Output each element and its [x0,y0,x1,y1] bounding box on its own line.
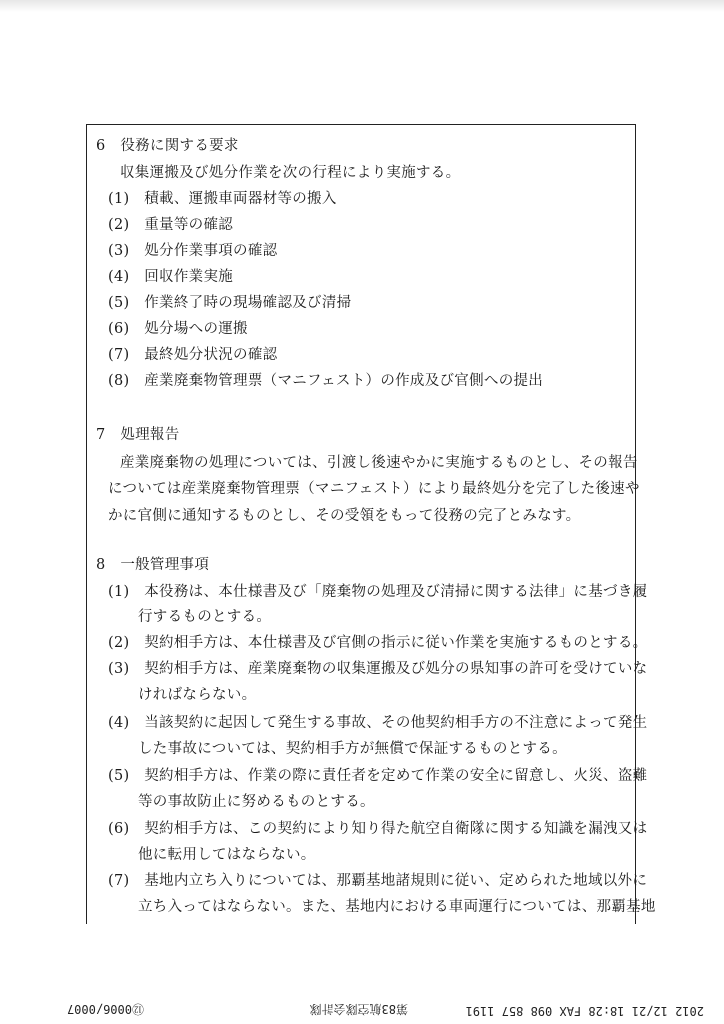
section-6-item: (8) 産業廃棄物管理票（マニフェスト）の作成及び官側への提出 [108,373,544,389]
section-8-item: (5) 契約相手方は、作業の際に責任者を定めて作業の安全に留意し、火災、盗難 [108,768,648,784]
section-8-item-continuation: 立ち入ってはならない。また、基地内における車両運行については、那覇基地 [138,899,656,915]
section-6-item: (3) 処分作業事項の確認 [108,243,278,259]
section-8-heading: 8 一般管理事項 [96,557,210,573]
section-6-item: (5) 作業終了時の現場確認及び清掃 [108,295,352,311]
section-7-paragraph-line: かに官側に通知するものとし、その受領をもって役務の完了とみなす。 [108,508,581,524]
section-8-item-continuation: 等の事故防止に努めるものとする。 [138,794,375,810]
section-6-item: (6) 処分場への運搬 [108,321,248,337]
section-6-item: (7) 最終処分状況の確認 [108,347,278,363]
section-8-item-continuation: 行するものとする。 [138,609,272,625]
section-8-item: (2) 契約相手方は、本仕様書及び官側の指示に従い作業を実施するものとする。 [108,635,648,651]
fax-sender-organization: 第83航空隊会計隊 [309,1002,408,1016]
section-8-item: (1) 本役務は、本仕様書及び「廃棄物の処理及び清掃に関する法律」に基づき履 [108,584,648,600]
section-6-heading: 6 役務に関する要求 [96,138,239,154]
section-6-item: (2) 重量等の確認 [108,217,234,233]
section-7-paragraph-line: 産業廃棄物の処理については、引渡し後速やかに実施するものとし、その報告 [120,455,638,471]
fax-footer [0,1000,724,1020]
fax-page-counter: ⑫0006/0007 [66,1002,144,1016]
scan-top-edge [0,0,724,12]
section-6-intro: 収集運搬及び処分作業を次の行程により実施する。 [120,165,461,181]
section-6-item: (1) 積載、運搬車両器材等の搬入 [108,191,337,207]
section-8-item: (6) 契約相手方は、この契約により知り得た航空自衛隊に関する知識を漏洩又は [108,821,648,837]
section-6-item: (4) 回収作業実施 [108,269,234,285]
section-8-item-continuation: 他に転用してはならない。 [138,847,316,863]
section-8-item: (4) 当該契約に起因して発生する事故、その他契約相手方の不注意によって発生 [108,715,648,731]
section-8-item: (3) 契約相手方は、産業廃棄物の収集運搬及び処分の県知事の許可を受けていな [108,661,648,677]
fax-transmission-header: 2012 12/21 18:28 FAX 098 857 1191 [465,1004,704,1018]
section-8-item: (7) 基地内立ち入りについては、那覇基地諸規則に従い、定められた地域以外に [108,873,648,889]
section-7-paragraph-line: については産業廃棄物管理票（マニフェスト）により最終処分を完了した後速や [108,481,640,497]
section-7-heading: 7 処理報告 [96,427,180,443]
section-8-item-continuation: した事故については、契約相手方が無償で保証するものとする。 [138,741,567,757]
section-8-item-continuation: ければならない。 [138,687,257,703]
